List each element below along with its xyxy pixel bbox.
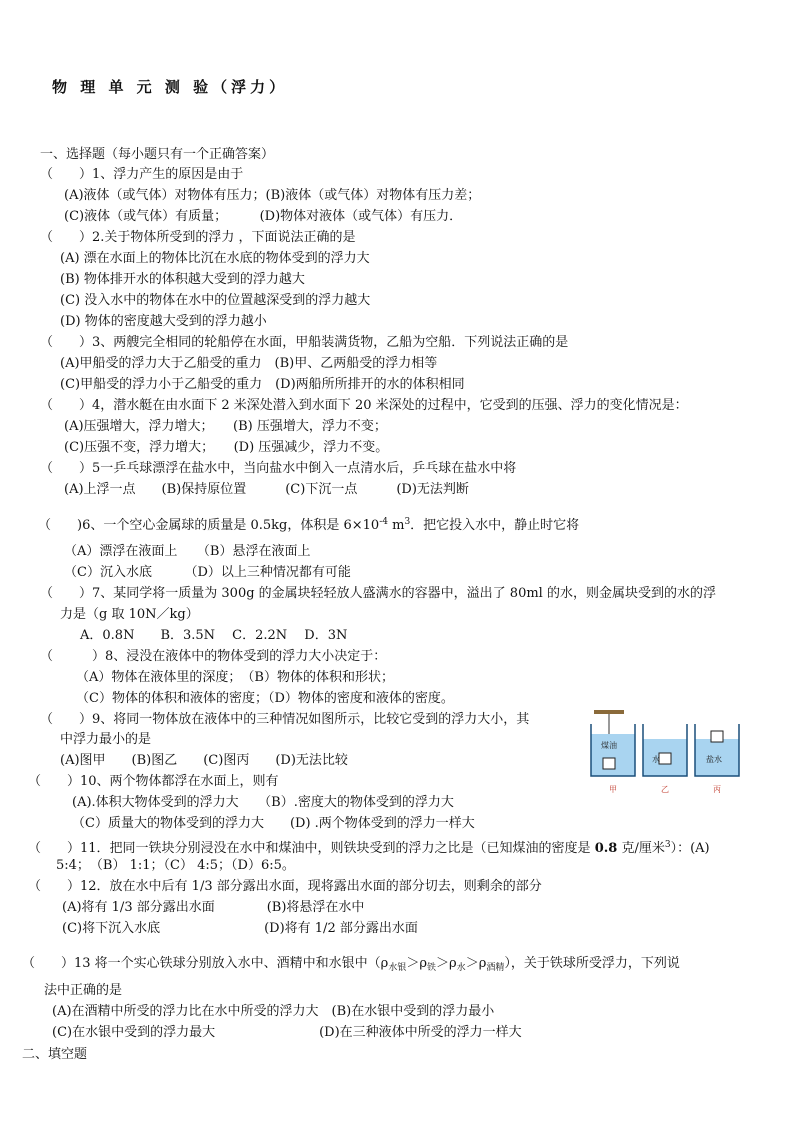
q6-options-cd: （C）沉入水底 （D）以上三种情况都有可能 <box>64 565 351 580</box>
q6-options-ab: （A）漂浮在液面上 （B）悬浮在液面上 <box>64 544 311 559</box>
q2-option-d: (D) 物体的密度越大受到的浮力越小 <box>60 314 267 329</box>
container-jia-object <box>603 758 615 769</box>
q6-unit: m <box>387 518 405 533</box>
q13-compare-1: ＞ρ <box>406 956 427 971</box>
q3-options-cd: (C)甲船受的浮力小于乙船受的重力 (D)两船所所排开的水的体积相同 <box>60 377 465 392</box>
q4-stem: （ ）4，潜水艇在由水面下 2 米深处潜入到水面下 20 米深处的过程中，它受到的压强、浮力的变化情况是： <box>40 398 688 413</box>
q4-options-cd: (C)压强不变，浮力增大； (D) 压强减少，浮力不变。 <box>64 440 389 455</box>
q12-stem: （ ）12．放在水中后有 1/3 部分露出水面，现将露出水面的部分切去，则剩余的部分 <box>28 879 542 894</box>
q6-stem-text: （ )6、一个空心金属球的质量是 0.5kg，体积是 6×10 <box>38 518 380 533</box>
figure-label-jia: 甲 <box>609 785 617 794</box>
container-jia-liquid-label: 煤油 <box>601 741 617 750</box>
figure-label-yi: 乙 <box>661 785 669 794</box>
q11-stem-text: （ ）11．把同一铁块分别浸没在水中和煤油中，则铁块受到的浮力之比是（已知煤油的密度是 <box>28 841 595 856</box>
hanging-support <box>594 710 624 714</box>
q2-stem: （ ）2.关于物体所受到的浮力 ，下面说法正确的是 <box>40 230 356 245</box>
q8-options-ab: （A）物体在液体里的深度； （B）物体的体积和形状； <box>76 670 394 685</box>
q8-options-cd: （C）物体的体积和液体的密度；（D）物体的密度和液体的密度。 <box>76 691 454 706</box>
q9-stem-continued: 中浮力最小的是 <box>60 732 152 747</box>
q13-stem-end: ），关于铁球所受浮力，下列说 <box>504 956 680 971</box>
q9-figure <box>588 706 748 800</box>
q11-stem-end: ）：(A) <box>670 841 710 856</box>
q13-sub-mercury: 水银 <box>388 963 407 973</box>
q6-exponent: -4 <box>379 517 388 527</box>
q13-options-ab: (A)在酒精中所受的浮力比在水中所受的浮力大 (B)在水银中受到的浮力最小 <box>52 1004 495 1019</box>
q3-stem: （ ）3、两艘完全相同的轮船停在水面，甲船装满货物，乙船为空船．下列说法正确的是 <box>40 335 569 350</box>
q13-stem-text: （ ）13 将一个实心铁球分别放入水中、酒精中和水银中（ρ <box>22 956 389 971</box>
q13-stem <box>22 955 680 977</box>
q5-stem: （ ）5一乒乓球漂浮在盐水中，当向盐水中倒入一点清水后，乒乓球在盐水中将 <box>40 461 517 476</box>
q7-stem-continued: 力是（g 取 10N／kg） <box>60 607 199 622</box>
q7-stem: （ ）7、某同学将一质量为 300g 的金属块轻轻放人盛满水的容器中，溢出了 80ml 的水，则金属块受到的水的浮 <box>40 586 716 601</box>
section-heading-choice: 一、选择题（每小题只有一个正确答案） <box>40 147 275 162</box>
q9-options: (A)图甲 (B)图乙 (C)图丙 (D)无法比较 <box>60 753 348 768</box>
container-bing-object <box>711 731 723 742</box>
q13-sub-water: 水 <box>456 963 466 973</box>
q6-stem-end: ．把它投入水中，静止时它将 <box>410 518 580 533</box>
q8-stem: （ ）8、浸没在液体中的物体受到的浮力大小决定于： <box>40 649 387 664</box>
q5-options: (A)上浮一点 (B)保持原位置 (C)下沉一点 (D)无法判断 <box>64 482 469 497</box>
q13-options-cd: (C)在水银中受到的浮力最大 (D)在三种液体中所受的浮力一样大 <box>52 1025 522 1040</box>
q4-options-ab: (A)压强增大，浮力增大； (B) 压强增大，浮力不变； <box>64 419 387 434</box>
container-bing-liquid-label: 盐水 <box>706 755 722 764</box>
container-yi-liquid-label: 水 <box>652 755 660 764</box>
q13-sub-iron: 铁 <box>427 963 437 973</box>
q1-options-ab: (A)液体（或气体）对物体有压力；(B)液体（或气体）对物体有压力差； <box>64 188 481 203</box>
q10-options-ab: (A).体积大物体受到的浮力大 （B）.密度大的物体受到的浮力大 <box>72 795 454 810</box>
q13-stem-continued: 法中正确的是 <box>44 983 123 998</box>
q2-option-a: (A) 漂在水面上的物体比沉在水底的物体受到的浮力大 <box>60 251 370 266</box>
q10-options-cd: （C）质量大的物体受到的浮力大 (D) .两个物体受到的浮力一样大 <box>72 816 475 831</box>
q12-options-ab: (A)将有 1/3 部分露出水面 (B)将悬浮在水中 <box>62 900 365 915</box>
q1-stem: （ ）1、浮力产生的原因是由于 <box>40 167 244 182</box>
q10-stem: （ ）10、两个物体都浮在水面上，则有 <box>28 774 279 789</box>
q11-unit: 克/厘米 <box>617 841 665 856</box>
section-heading-fill: 二、填空题 <box>22 1047 88 1062</box>
q1-options-cd: (C)液体（或气体）有质量； (D)物体对液体（或气体）有压力． <box>64 209 463 224</box>
q9-stem: （ ）9、将同一物体放在液体中的三种情况如图所示，比较它受到的浮力大小，其 <box>40 712 530 727</box>
q13-compare-3: ＞ρ <box>465 956 487 971</box>
q11-stem <box>28 836 710 858</box>
q11-options: 5:4； （B） 1:1；（C） 4:5；（D）6:5。 <box>56 858 295 873</box>
q11-density: 0.8 <box>594 841 618 856</box>
container-yi-object <box>659 753 671 764</box>
q6-stem <box>38 513 579 535</box>
q2-option-b: (B) 物体排开水的体积越大受到的浮力越大 <box>60 272 305 287</box>
figure-label-bing: 丙 <box>713 785 721 794</box>
q13-sub-alcohol: 酒精 <box>486 963 505 973</box>
q3-options-ab: (A)甲船受的浮力大于乙船受的重力 (B)甲、乙两船受的浮力相等 <box>60 356 438 371</box>
q12-options-cd: (C)将下沉入水底 (D)将有 1/2 部分露出水面 <box>62 921 418 936</box>
q2-option-c: (C) 没入水中的物体在水中的位置越深受到的浮力越大 <box>60 293 371 308</box>
q13-compare-2: ＞ρ <box>436 956 457 971</box>
q11-unit-exponent: 3 <box>664 840 671 850</box>
page-title: 物 理 单 元 测 验（浮力） <box>52 78 289 96</box>
q7-options: A．0.8N B．3.5N C．2.2N D．3N <box>80 628 348 643</box>
q6-unit-exponent: 3 <box>404 517 411 527</box>
